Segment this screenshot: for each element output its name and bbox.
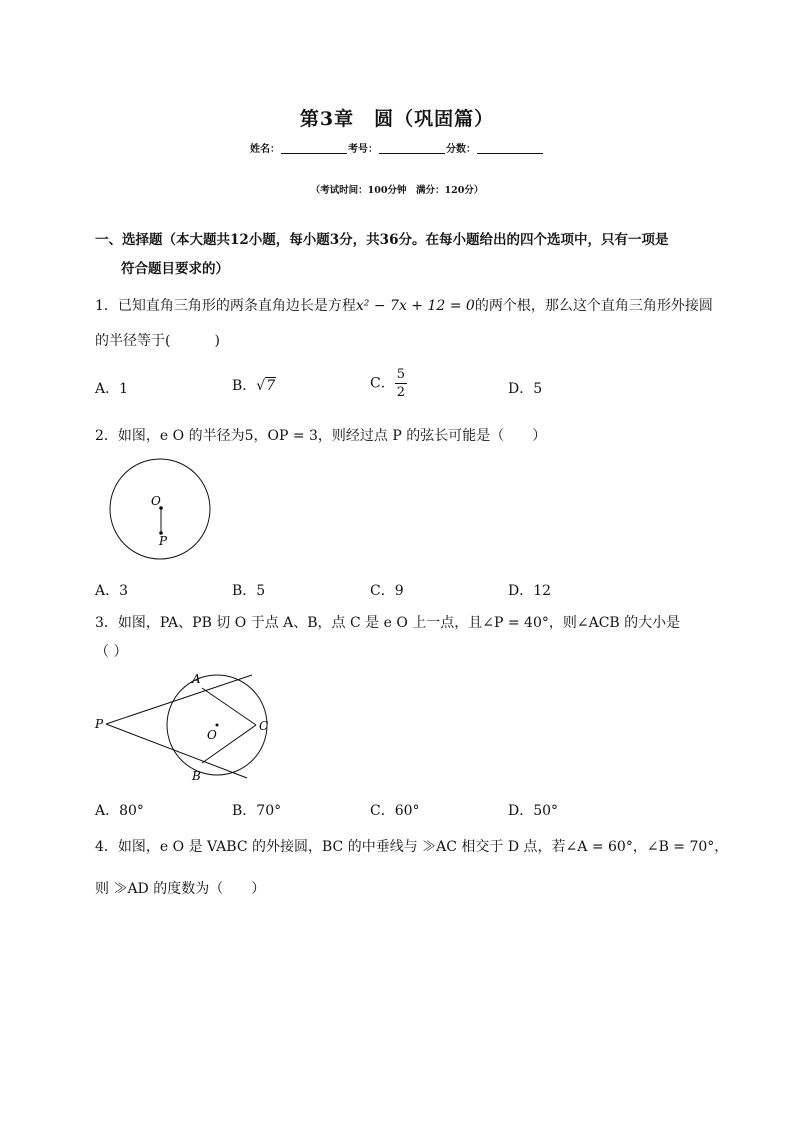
- label-b: B: [192, 769, 201, 783]
- student-info-fields: [0, 140, 794, 155]
- label-c: C: [259, 719, 269, 733]
- question-1-stem: [95, 295, 713, 315]
- q1-line2: 的半径等于(: [95, 333, 171, 349]
- label-o: O: [151, 494, 161, 508]
- q1-option-c[interactable]: C． $\frac{5}{2}$: [370, 367, 405, 400]
- q1-option-a[interactable]: A．1: [95, 381, 129, 397]
- score-blank[interactable]: [477, 143, 543, 154]
- q2-option-d[interactable]: D．12: [508, 583, 552, 599]
- q1-text-b: 的两个根，那么这个直角三角形外接圆: [474, 298, 713, 314]
- section-heading: 一、选择题（本大题共12小题，每小题3分，共36分。在每小题给出的四个选项中，只有一项是: [95, 232, 669, 248]
- tangent-pa: [106, 675, 252, 724]
- exam-no-blank[interactable]: [379, 143, 445, 154]
- q2-option-b[interactable]: B．5: [232, 583, 266, 599]
- q3-option-b[interactable]: B．70°: [232, 803, 282, 819]
- fraction: $\frac{5}{2}$: [396, 367, 405, 400]
- exam-no-label: 考号：: [348, 144, 378, 155]
- question-3-stem-cont: （ ）: [95, 644, 128, 660]
- point-o: [216, 724, 219, 727]
- question-3-stem: 3．如图，PA、PB 切 O 于点 A、B，点 C 是 e O 上一点，且∠P = 40°，则∠ACB 的大小是: [95, 615, 681, 631]
- label-o: O: [207, 728, 217, 742]
- q3-option-a[interactable]: A．80°: [95, 803, 144, 819]
- question-2-stem: 2．如图，e O 的半径为5，OP = 3，则经过点 P 的弦长可能是（ ）: [95, 428, 547, 444]
- name-label: 姓名：: [250, 144, 280, 155]
- q1-option-b[interactable]: B．√7: [232, 378, 276, 394]
- question-4-stem-cont: 则 ≫AD 的度数为（ ）: [95, 881, 266, 897]
- sqrt-symbol: √7: [256, 378, 276, 394]
- q1-equation: x² − 7x + 12 = 0: [355, 298, 475, 314]
- page-title: 第3章 圆（巩固篇）: [299, 108, 495, 130]
- section-heading-cont: 符合题目要求的）: [121, 261, 229, 277]
- score-label: 分数：: [446, 144, 476, 155]
- exam-time-info: （考试时间：100分钟 满分：120分）: [310, 185, 484, 196]
- q1-line2-end: ): [214, 333, 220, 349]
- tangent-pb: [106, 724, 247, 778]
- q2-option-a[interactable]: A．3: [95, 583, 129, 599]
- q3-tangent-figure: [90, 668, 290, 788]
- question-4-stem: 4．如图，e O 是 VABC 的外接圆，BC 的中垂线与 ≫AC 相交于 D 点，若∠A = 60°，∠B = 70°，: [95, 839, 729, 855]
- label-a: A: [192, 672, 201, 686]
- label-p: P: [95, 717, 104, 731]
- question-1-stem-cont: [95, 330, 220, 350]
- q1-text-a: 1．已知直角三角形的两条直角边长是方程: [95, 298, 356, 314]
- q3-option-d[interactable]: D．50°: [508, 803, 559, 819]
- q2-option-c[interactable]: C．9: [370, 583, 404, 599]
- label-p: P: [159, 534, 168, 548]
- chord-ac: [202, 688, 256, 725]
- q1-option-d[interactable]: D．5: [508, 381, 543, 397]
- q3-option-c[interactable]: C．60°: [370, 803, 420, 819]
- q2-circle-figure: [105, 455, 217, 565]
- name-blank[interactable]: [281, 143, 347, 154]
